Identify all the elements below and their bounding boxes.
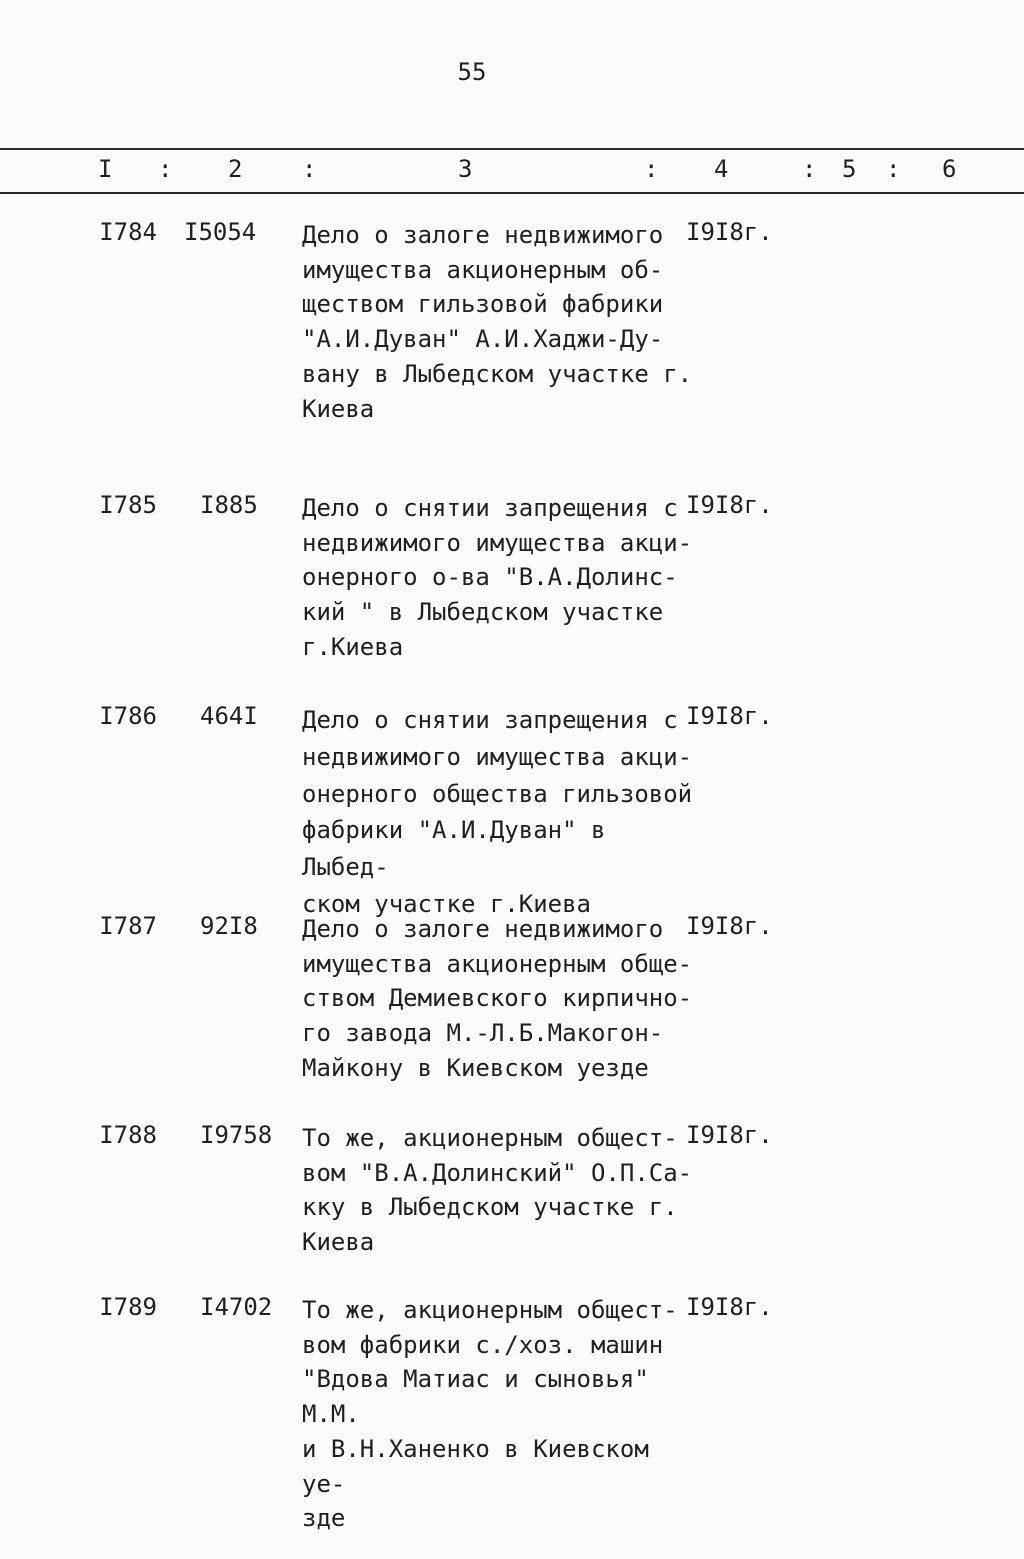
column-header-5: 5 — [842, 155, 857, 183]
entry-description: Дело о залоге недвижимого имущества акционерным об- ществом гильзовой фабрики "А.И.Дуван" А.И.Хаджи-Ду- вану в Лыбедском участке г. Киева — [302, 221, 693, 423]
column-separator: : — [886, 155, 901, 183]
column-header-4: 4 — [714, 155, 729, 183]
case-number: I5054 — [184, 218, 257, 246]
entry-year: I9I8г. — [686, 218, 773, 246]
column-separator: : — [302, 155, 317, 183]
column-header-2: 2 — [228, 155, 243, 183]
entry-description: Дело о снятии запрещения с недвижимого имущества акци- онерного общества гильзовой фабрики "А.И.Дуван" в Лыбед- ском участке г.Киева — [302, 706, 693, 918]
entry-year: I9I8г. — [686, 491, 773, 519]
entry-description: Дело о залоге недвижимого имущества акционерным обще- ством Демиевского кирпично- го завода М.-Л.Б.Макогон- Майкону в Киевском уезде — [302, 915, 693, 1082]
header-top-rule — [0, 148, 1024, 150]
entry-year: I9I8г. — [686, 1121, 773, 1149]
entry-description: Дело о снятии запрещения с недвижимого имущества акци- онерного о-ва "В.А.Долинс- кий " в Лыбедском участке г.Киева — [302, 494, 693, 661]
entry-number: I785 — [99, 491, 157, 519]
entry-year: I9I8г. — [686, 702, 773, 730]
entry-number: I788 — [99, 1121, 157, 1149]
column-separator: : — [158, 155, 173, 183]
column-header-1: I — [98, 155, 113, 183]
entry-description: То же, акционерным общест- вом фабрики с./хоз. машин "Вдова Матиас и сыновья" М.М. и В.Н.Ханенко в Киевском уе- зде — [302, 1296, 678, 1533]
case-number: 92I8 — [200, 912, 258, 940]
column-separator: : — [644, 155, 659, 183]
entry-number: I786 — [99, 702, 157, 730]
case-number: I885 — [200, 491, 258, 519]
case-number: I9758 — [200, 1121, 273, 1149]
entry-description: То же, акционерным общест- вом "В.А.Долинский" О.П.Са- кку в Лыбедском участке г. Киева — [302, 1124, 693, 1257]
entry-number: I789 — [99, 1293, 157, 1321]
column-header-6: 6 — [942, 155, 957, 183]
column-header-3: 3 — [458, 155, 473, 183]
case-number: I4702 — [200, 1293, 273, 1321]
page-number: 55 — [457, 58, 487, 86]
entry-number: I787 — [99, 912, 157, 940]
header-bottom-rule — [0, 192, 1024, 194]
column-separator: : — [802, 155, 817, 183]
entry-number: I784 — [99, 218, 157, 246]
case-number: 464I — [200, 702, 258, 730]
entry-year: I9I8г. — [686, 912, 773, 940]
entry-year: I9I8г. — [686, 1293, 773, 1321]
